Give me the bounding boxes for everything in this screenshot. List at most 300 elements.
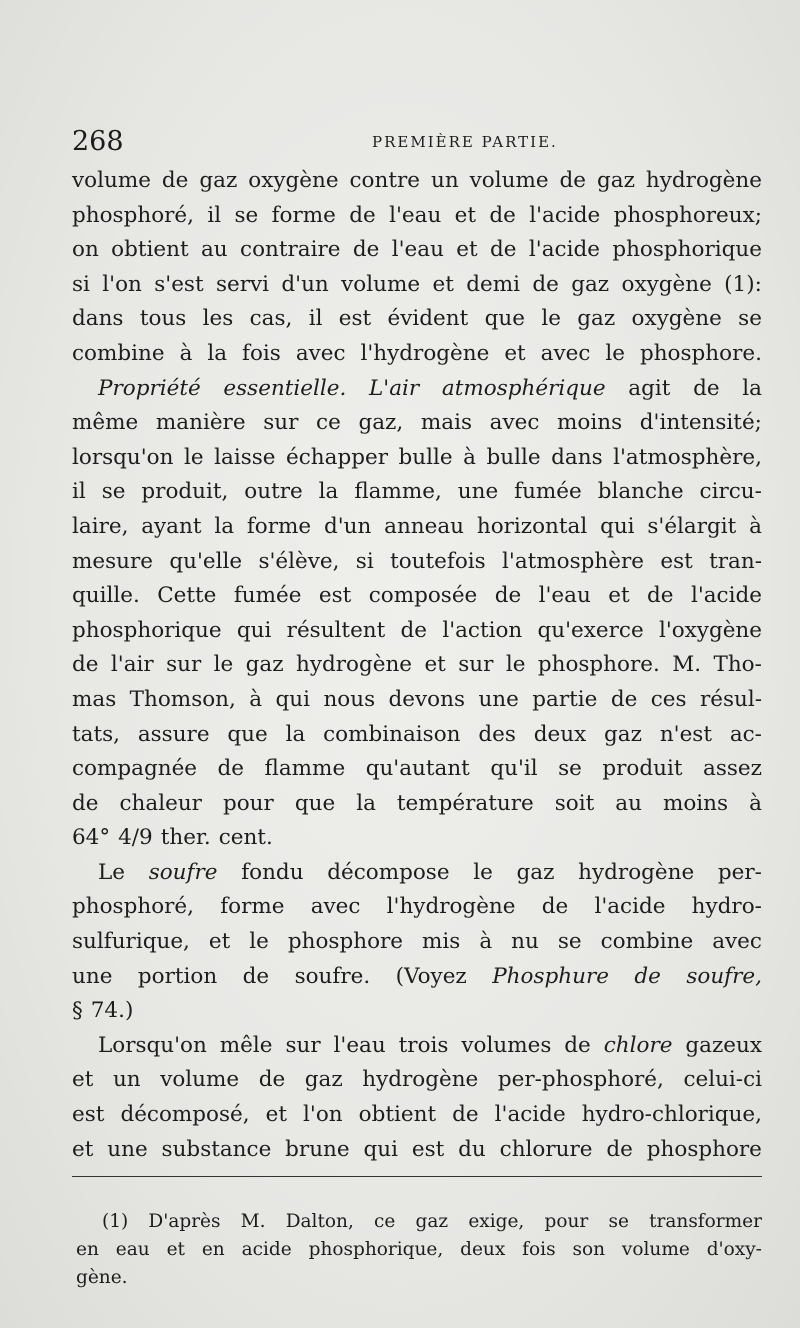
word: partie xyxy=(532,686,598,712)
word: Le xyxy=(98,859,126,885)
word: pour xyxy=(544,1211,589,1232)
word: mesure xyxy=(72,548,153,574)
word: et xyxy=(432,271,454,297)
word: nous xyxy=(323,686,376,712)
word: et xyxy=(504,340,526,366)
word: la xyxy=(356,790,376,816)
word: soufre. xyxy=(294,963,371,989)
text-line xyxy=(72,1063,762,1098)
word: volume xyxy=(341,271,421,297)
word: une xyxy=(72,963,113,989)
text-line xyxy=(72,268,762,303)
word: l'action xyxy=(442,617,523,643)
word: mis xyxy=(422,929,461,955)
word: deux xyxy=(460,1239,506,1260)
word: le xyxy=(505,652,526,678)
word: exige, xyxy=(468,1211,525,1232)
word: la xyxy=(318,479,339,505)
word: un xyxy=(430,168,459,193)
word: 74.) xyxy=(90,998,134,1024)
word: avec xyxy=(712,929,762,955)
text-line xyxy=(72,510,762,545)
word: flamme xyxy=(264,756,346,782)
word: son xyxy=(572,1239,606,1260)
word: des xyxy=(478,721,516,747)
word: de xyxy=(72,652,99,678)
word: il xyxy=(207,202,222,228)
word: de xyxy=(693,375,720,401)
word: de xyxy=(490,237,517,263)
word: de xyxy=(489,202,516,228)
word: servi xyxy=(215,271,270,297)
word: il xyxy=(308,306,323,332)
word: que xyxy=(294,790,336,816)
word: de xyxy=(452,1102,479,1128)
word: gaz xyxy=(245,652,284,678)
word: à xyxy=(463,444,476,470)
word: sur xyxy=(458,652,494,678)
text-line xyxy=(72,752,762,787)
word: l'on xyxy=(102,271,142,297)
word: de xyxy=(217,756,245,782)
word: produit xyxy=(602,756,683,782)
word: portion xyxy=(137,963,218,989)
word: atmosphérique xyxy=(441,375,606,401)
word: le xyxy=(213,652,234,678)
text-line xyxy=(72,164,762,199)
word: essentielle. xyxy=(223,375,347,401)
word: ayant xyxy=(141,513,202,539)
word: contre xyxy=(349,168,420,193)
word: on xyxy=(72,237,99,263)
word: horizontal xyxy=(476,513,588,539)
word: l'eau xyxy=(391,237,444,263)
word: est xyxy=(411,1136,445,1162)
word: lorsqu'on xyxy=(72,444,174,470)
word: le xyxy=(541,306,561,332)
word: les xyxy=(202,306,234,332)
word: fumée xyxy=(233,583,302,609)
word: ther. xyxy=(160,825,211,851)
word: sur xyxy=(263,410,299,436)
text-line xyxy=(72,1133,762,1168)
word: l'eau xyxy=(389,202,442,228)
word: substance xyxy=(161,1136,272,1162)
word: cent. xyxy=(218,825,273,851)
word: gazeux xyxy=(685,1032,762,1058)
word: la xyxy=(207,340,228,366)
word: à xyxy=(179,340,193,366)
word: qui xyxy=(275,686,311,712)
word: fois xyxy=(242,340,281,366)
word: assure xyxy=(137,721,210,747)
word: mas xyxy=(72,686,117,712)
word: pour xyxy=(222,790,274,816)
text-line xyxy=(72,545,762,580)
word: se xyxy=(608,1211,629,1232)
word: (1): xyxy=(724,271,762,297)
word: gaz xyxy=(199,168,238,193)
word: résultent xyxy=(286,617,386,643)
word: avec xyxy=(295,340,346,366)
word: qu'exerce xyxy=(537,617,644,643)
word: oxygène xyxy=(248,168,339,193)
text-line xyxy=(72,233,762,268)
word: et xyxy=(456,237,478,263)
word: per- xyxy=(717,859,762,885)
word: de xyxy=(258,1067,286,1093)
word: phosphoré, xyxy=(72,202,194,228)
word: il xyxy=(72,479,86,505)
word: résul- xyxy=(699,686,762,712)
word: et xyxy=(608,583,630,609)
word: d'intensité; xyxy=(639,410,762,436)
word: l'eau xyxy=(538,583,591,609)
word: combine xyxy=(72,340,165,366)
word: gène. xyxy=(76,1267,128,1288)
word: phosphore. xyxy=(639,340,762,366)
word: l'on xyxy=(303,1102,343,1128)
word: trois xyxy=(398,1032,449,1058)
word: oxygène xyxy=(621,271,712,297)
page-number: 268 xyxy=(72,126,124,157)
word: qu'il xyxy=(490,756,538,782)
text-line xyxy=(72,579,762,614)
word: Thomson, xyxy=(129,686,236,712)
word: Dalton, xyxy=(285,1211,354,1232)
word: soit xyxy=(554,790,595,816)
word: l'hydrogène xyxy=(386,894,516,920)
word: chlore xyxy=(603,1032,673,1058)
word: à xyxy=(749,513,762,539)
word: obtient xyxy=(111,237,189,263)
word: chaleur xyxy=(119,790,202,816)
text-line xyxy=(72,856,762,891)
text-line xyxy=(72,960,762,995)
word: l'oxygène xyxy=(658,617,762,643)
word: l'acide xyxy=(494,1102,566,1128)
word: que xyxy=(227,721,268,747)
word: fondu xyxy=(241,859,304,885)
footnote-divider xyxy=(72,1176,762,1177)
word: que xyxy=(484,306,525,332)
word: se xyxy=(558,756,582,782)
text-line xyxy=(72,648,762,683)
word: § xyxy=(72,998,83,1024)
word: décomposé, xyxy=(120,1102,250,1128)
word: obtient xyxy=(358,1102,437,1128)
word: nu xyxy=(511,929,539,955)
word: se xyxy=(557,929,582,955)
word: et xyxy=(424,652,446,678)
word: le xyxy=(473,859,493,885)
word: dans xyxy=(72,306,124,332)
word: de xyxy=(494,583,522,609)
word: la xyxy=(742,375,762,401)
word: qui xyxy=(363,1136,399,1162)
word: l'air xyxy=(110,652,154,678)
word: d'un xyxy=(281,271,329,297)
word: et xyxy=(265,1102,288,1128)
word: se xyxy=(234,202,259,228)
word: au xyxy=(615,790,642,816)
text-line xyxy=(72,1098,762,1133)
word: blanche xyxy=(597,479,684,505)
word: d'oxy- xyxy=(706,1239,762,1260)
word: en xyxy=(201,1239,225,1260)
word: phosphorique xyxy=(612,237,762,263)
word: à xyxy=(249,686,263,712)
word: fumée xyxy=(514,479,582,505)
word: gaz xyxy=(304,1067,343,1093)
word: sulfurique, xyxy=(72,929,190,955)
word: de xyxy=(349,202,376,228)
word: un xyxy=(112,1067,141,1093)
word: M. xyxy=(672,652,702,678)
word: moins xyxy=(662,790,729,816)
word: gaz xyxy=(516,859,555,885)
word: hydrogène xyxy=(578,859,695,885)
word: forme xyxy=(246,513,312,539)
word: gaz, xyxy=(358,410,404,436)
word: toutefois xyxy=(390,548,486,574)
word: laire, xyxy=(72,513,129,539)
word: hydro-chlorique, xyxy=(581,1102,762,1128)
word: s'est xyxy=(154,271,204,297)
text-line xyxy=(72,406,762,441)
word: soufre xyxy=(148,859,218,885)
word: du xyxy=(458,1136,486,1162)
word: avec xyxy=(540,340,591,366)
word: acide xyxy=(241,1239,292,1260)
word: de xyxy=(72,790,99,816)
word: hydrogène xyxy=(645,168,762,193)
word: se xyxy=(101,479,126,505)
word: laisse xyxy=(214,444,276,470)
word: de xyxy=(400,617,428,643)
word: combine xyxy=(600,929,694,955)
word: sur xyxy=(285,1032,321,1058)
word: s'élève, xyxy=(258,548,340,574)
word: le xyxy=(605,340,625,366)
word: qui xyxy=(600,513,635,539)
word: flamme, xyxy=(354,479,442,505)
word: volume xyxy=(72,168,151,193)
word: bulle xyxy=(486,444,541,470)
word: même xyxy=(72,410,139,436)
word: phosphoré, xyxy=(72,894,194,920)
word: demi xyxy=(466,271,520,297)
text-line xyxy=(72,614,762,649)
word: soufre, xyxy=(686,963,762,989)
word: une xyxy=(478,686,519,712)
word: hydro- xyxy=(691,894,762,920)
word: (Voyez xyxy=(395,963,467,989)
word: l'acide xyxy=(529,202,601,228)
word: de xyxy=(532,271,559,297)
word: mais xyxy=(420,410,472,436)
word: et xyxy=(166,1239,185,1260)
word: l'eau xyxy=(333,1032,386,1058)
word: mêle xyxy=(219,1032,273,1058)
word: est xyxy=(318,583,352,609)
word: d'un xyxy=(323,513,372,539)
word: phosphore xyxy=(287,929,404,955)
word: outre xyxy=(244,479,303,505)
running-title: PREMIÈRE PARTIE. xyxy=(372,133,558,151)
word: est xyxy=(338,306,372,332)
word: ac- xyxy=(729,721,762,747)
word: gaz xyxy=(577,306,616,332)
word: manière xyxy=(155,410,246,436)
word: cas, xyxy=(249,306,293,332)
word: une xyxy=(457,479,499,505)
word: à xyxy=(479,929,493,955)
word: de xyxy=(352,237,380,263)
word: en xyxy=(76,1239,99,1260)
word: phosphorique, xyxy=(308,1239,444,1260)
word: Lorsqu'on xyxy=(98,1032,207,1058)
word: la xyxy=(285,721,306,747)
word: de xyxy=(647,583,674,609)
word: volume xyxy=(160,1067,240,1093)
word: température xyxy=(396,790,534,816)
word: à xyxy=(749,790,762,816)
word: Tho- xyxy=(713,652,762,678)
word: volume xyxy=(621,1239,690,1260)
text-line xyxy=(72,821,762,856)
word: ce xyxy=(374,1211,396,1232)
word: sur xyxy=(166,652,202,678)
word: si xyxy=(72,271,90,297)
word: agit xyxy=(628,375,671,401)
word: per-phosphoré, xyxy=(497,1067,664,1093)
text-line xyxy=(72,1029,762,1064)
word: évident xyxy=(387,306,469,332)
word: qu'elle xyxy=(169,548,243,574)
word: Cette xyxy=(157,583,217,609)
word: moins xyxy=(557,410,623,436)
word: gaz xyxy=(415,1211,449,1232)
text-line xyxy=(72,199,762,234)
text-line xyxy=(72,925,762,960)
word: phosphore. xyxy=(537,652,660,678)
word: forme xyxy=(220,894,285,920)
text-line xyxy=(72,372,762,407)
word: chlorure xyxy=(499,1136,593,1162)
text-line xyxy=(76,1208,762,1236)
word: assez xyxy=(703,756,762,782)
word: n'est xyxy=(659,721,712,747)
word: échapper xyxy=(286,444,388,470)
text-line xyxy=(72,475,762,510)
word: ces xyxy=(650,686,687,712)
word: ce xyxy=(316,410,341,436)
text-line xyxy=(72,787,762,822)
word: décompose xyxy=(327,859,450,885)
word: l'hydrogène xyxy=(360,340,490,366)
word: est xyxy=(660,548,693,574)
body-text xyxy=(72,164,762,1167)
word: M. xyxy=(240,1211,266,1232)
word: de xyxy=(634,963,661,989)
word: la xyxy=(214,513,235,539)
word: anneau xyxy=(384,513,465,539)
word: qu'autant xyxy=(365,756,470,782)
word: tats, xyxy=(72,721,120,747)
word: produit, xyxy=(141,479,229,505)
page-header xyxy=(72,122,762,162)
word: avec xyxy=(489,410,540,436)
word: composée xyxy=(368,583,478,609)
word: phosphorique xyxy=(72,617,222,643)
word: devons xyxy=(388,686,466,712)
text-line xyxy=(72,890,762,925)
word: dans xyxy=(551,444,603,470)
word: l'atmosphère xyxy=(502,548,644,574)
word: combinaison xyxy=(323,721,461,747)
text-line xyxy=(72,994,762,1029)
word: transformer xyxy=(649,1211,762,1232)
word: de xyxy=(564,1032,591,1058)
word: l'atmosphère, xyxy=(613,444,762,470)
word: deux xyxy=(533,721,587,747)
word: tran- xyxy=(709,548,762,574)
text-line xyxy=(72,441,762,476)
word: une xyxy=(107,1136,148,1162)
word: volumes xyxy=(461,1032,552,1058)
word: celui-ci xyxy=(683,1067,762,1093)
word: gaz xyxy=(604,721,642,747)
text-line xyxy=(72,718,762,753)
word: brune xyxy=(285,1136,350,1162)
word: hydrogène xyxy=(296,652,413,678)
word: fois xyxy=(522,1239,556,1260)
text-line xyxy=(72,302,762,337)
word: Propriété xyxy=(98,375,201,401)
word: 4/9 xyxy=(118,825,153,851)
word: oxygène xyxy=(631,306,722,332)
word: est xyxy=(72,1102,105,1128)
word: 64° xyxy=(72,825,111,851)
word: au xyxy=(200,237,228,263)
word: et xyxy=(72,1136,94,1162)
word: l'acide xyxy=(528,237,600,263)
word: L'air xyxy=(369,375,420,401)
word: et xyxy=(208,929,231,955)
word: avec xyxy=(310,894,361,920)
word: et xyxy=(454,202,477,228)
word: quille. xyxy=(72,583,140,609)
word: D'après xyxy=(148,1211,221,1232)
word: qui xyxy=(236,617,272,643)
word: (1) xyxy=(102,1211,129,1232)
word: phosphoreux; xyxy=(613,202,762,228)
word: de xyxy=(610,686,638,712)
word: volume xyxy=(469,168,549,193)
word: l'acide xyxy=(690,583,762,609)
word: de xyxy=(606,1136,633,1162)
word: de xyxy=(242,963,270,989)
word: circu- xyxy=(699,479,762,505)
word: gaz xyxy=(597,168,635,193)
word: tous xyxy=(139,306,187,332)
word: si xyxy=(355,548,374,574)
word: le xyxy=(249,929,269,955)
word: bulle xyxy=(398,444,453,470)
footnote xyxy=(76,1208,762,1292)
text-line xyxy=(76,1264,762,1292)
